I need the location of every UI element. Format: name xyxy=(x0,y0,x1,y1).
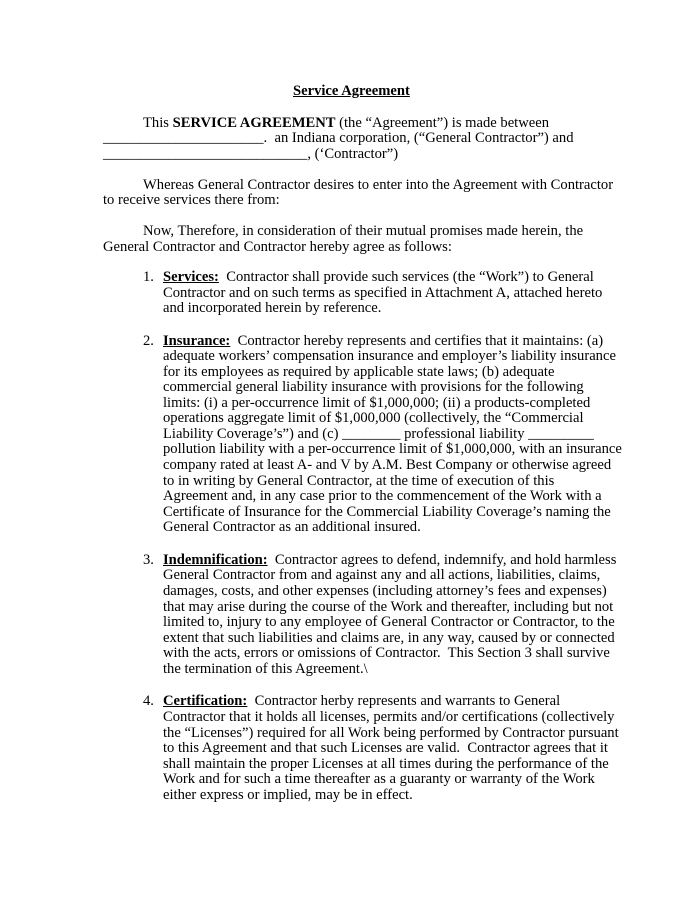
section-4-line-4: to this Agreement and that such Licenses are valid. Contractor agrees that it xyxy=(163,740,608,756)
section-2-text: Contractor hereby represents and certifies that it maintains: (a) xyxy=(230,333,604,349)
intro-agreement-name: SERVICE AGREEMENT xyxy=(172,115,336,131)
section-4-line-2: Contractor that it holds all licenses, permits and/or certifications (collectively xyxy=(163,709,615,725)
section-2-line-11: Agreement and, in any case prior to the commencement of the Work with a xyxy=(163,488,602,504)
section-1-number: 1. xyxy=(143,269,154,285)
section-2-line-13: General Contractor as an additional insured. xyxy=(163,519,421,535)
section-2-line-9: company rated at least A- and V by A.M. Best Company or otherwise agreed xyxy=(163,457,612,473)
section-2-line-2: adequate workers’ compensation insurance and employer’s liability insurance xyxy=(163,348,616,364)
section-4-line-5: shall maintain the proper Licenses at all times during the performance of the xyxy=(163,756,609,772)
whereas-line-1: Whereas General Contractor desires to enter into the Agreement with Contractor xyxy=(143,177,614,193)
intro-line-2: ______________________. an Indiana corporation, (“General Contractor”) and xyxy=(103,130,574,146)
section-2-number: 2. xyxy=(143,333,154,349)
section-1-heading: Services: xyxy=(163,269,219,285)
section-3-line-8: the termination of this Agreement.\ xyxy=(163,661,368,677)
section-3-text: Contractor agrees to defend, indemnify, and hold harmless xyxy=(267,552,617,568)
page-title: Service Agreement xyxy=(293,83,410,99)
section-4-line-7: either express or implied, may be in effect. xyxy=(163,787,413,803)
section-3-line-5: limited to, injury to any employee of General Contractor or Contractor, to the xyxy=(163,614,615,630)
section-1-line-3: and incorporated herein by reference. xyxy=(163,300,382,316)
section-1-line-1 xyxy=(163,270,594,286)
section-3-number: 3. xyxy=(143,552,154,568)
section-2-line-6: operations aggregate limit of $1,000,000 (collectively, the “Commercial xyxy=(163,410,584,426)
section-4-line-6: Work and for such a time thereafter as a guaranty or warranty of the Work xyxy=(163,771,595,787)
whereas-line-2: to receive services there from: xyxy=(103,192,280,208)
section-2-line-4: commercial general liability insurance with provisions for the following xyxy=(163,379,584,395)
section-4-line-3: the “Licenses”) required for all Work being performed by Contractor pursuant xyxy=(163,725,619,741)
section-3-line-2: General Contractor from and against any and all actions, liabilities, claims, xyxy=(163,567,601,583)
section-2-heading: Insurance: xyxy=(163,333,231,349)
section-2-line-5: limits: (i) a per-occurrence limit of $1,000,000; (ii) a products-completed xyxy=(163,395,591,411)
section-2-line-8: pollution liability with a per-occurrence limit of $1,000,000, with an insurance xyxy=(163,441,622,457)
intro-line-3: ____________________________, (‘Contractor”) xyxy=(103,146,399,162)
section-3-line-6: extent that such liabilities and claims are, in any way, caused by or connected xyxy=(163,630,615,646)
section-2-line-7: Liability Coverage’s”) and (c) ________ professional liability _________ xyxy=(163,426,594,442)
section-4-number: 4. xyxy=(143,693,154,709)
now-line-2: General Contractor and Contractor hereby agree as follows: xyxy=(103,239,452,255)
section-4-line-1 xyxy=(163,694,560,710)
section-2-line-3: for its employees as required by applicable state laws; (b) adequate xyxy=(163,364,555,380)
section-3-heading: Indemnification: xyxy=(163,552,268,568)
section-3-line-7: with the acts, errors or omissions of Contractor. This Section 3 shall survive xyxy=(163,645,610,661)
section-3-line-3: damages, costs, and other expenses (including attorney’s fees and expenses) xyxy=(163,583,607,599)
section-1-text: Contractor shall provide such services (the “Work”) to General xyxy=(218,269,594,285)
section-2-line-12: Certificate of Insurance for the Commercial Liability Coverage’s naming the xyxy=(163,504,611,520)
intro-tail: (the “Agreement”) is made between xyxy=(335,115,550,131)
intro-lead: This xyxy=(143,115,173,131)
section-1-line-2: Contractor and on such terms as specified in Attachment A, attached hereto xyxy=(163,285,603,301)
section-2-line-10: to in writing by General Contractor, at the time of execution of this xyxy=(163,473,555,489)
now-line-1: Now, Therefore, in consideration of their mutual promises made herein, the xyxy=(143,223,584,239)
section-3-line-4: that may arise during the course of the Work and thereafter, including but not xyxy=(163,599,614,615)
section-4-text: Contractor herby represents and warrants to General xyxy=(247,693,561,709)
section-4-heading: Certification: xyxy=(163,693,248,709)
